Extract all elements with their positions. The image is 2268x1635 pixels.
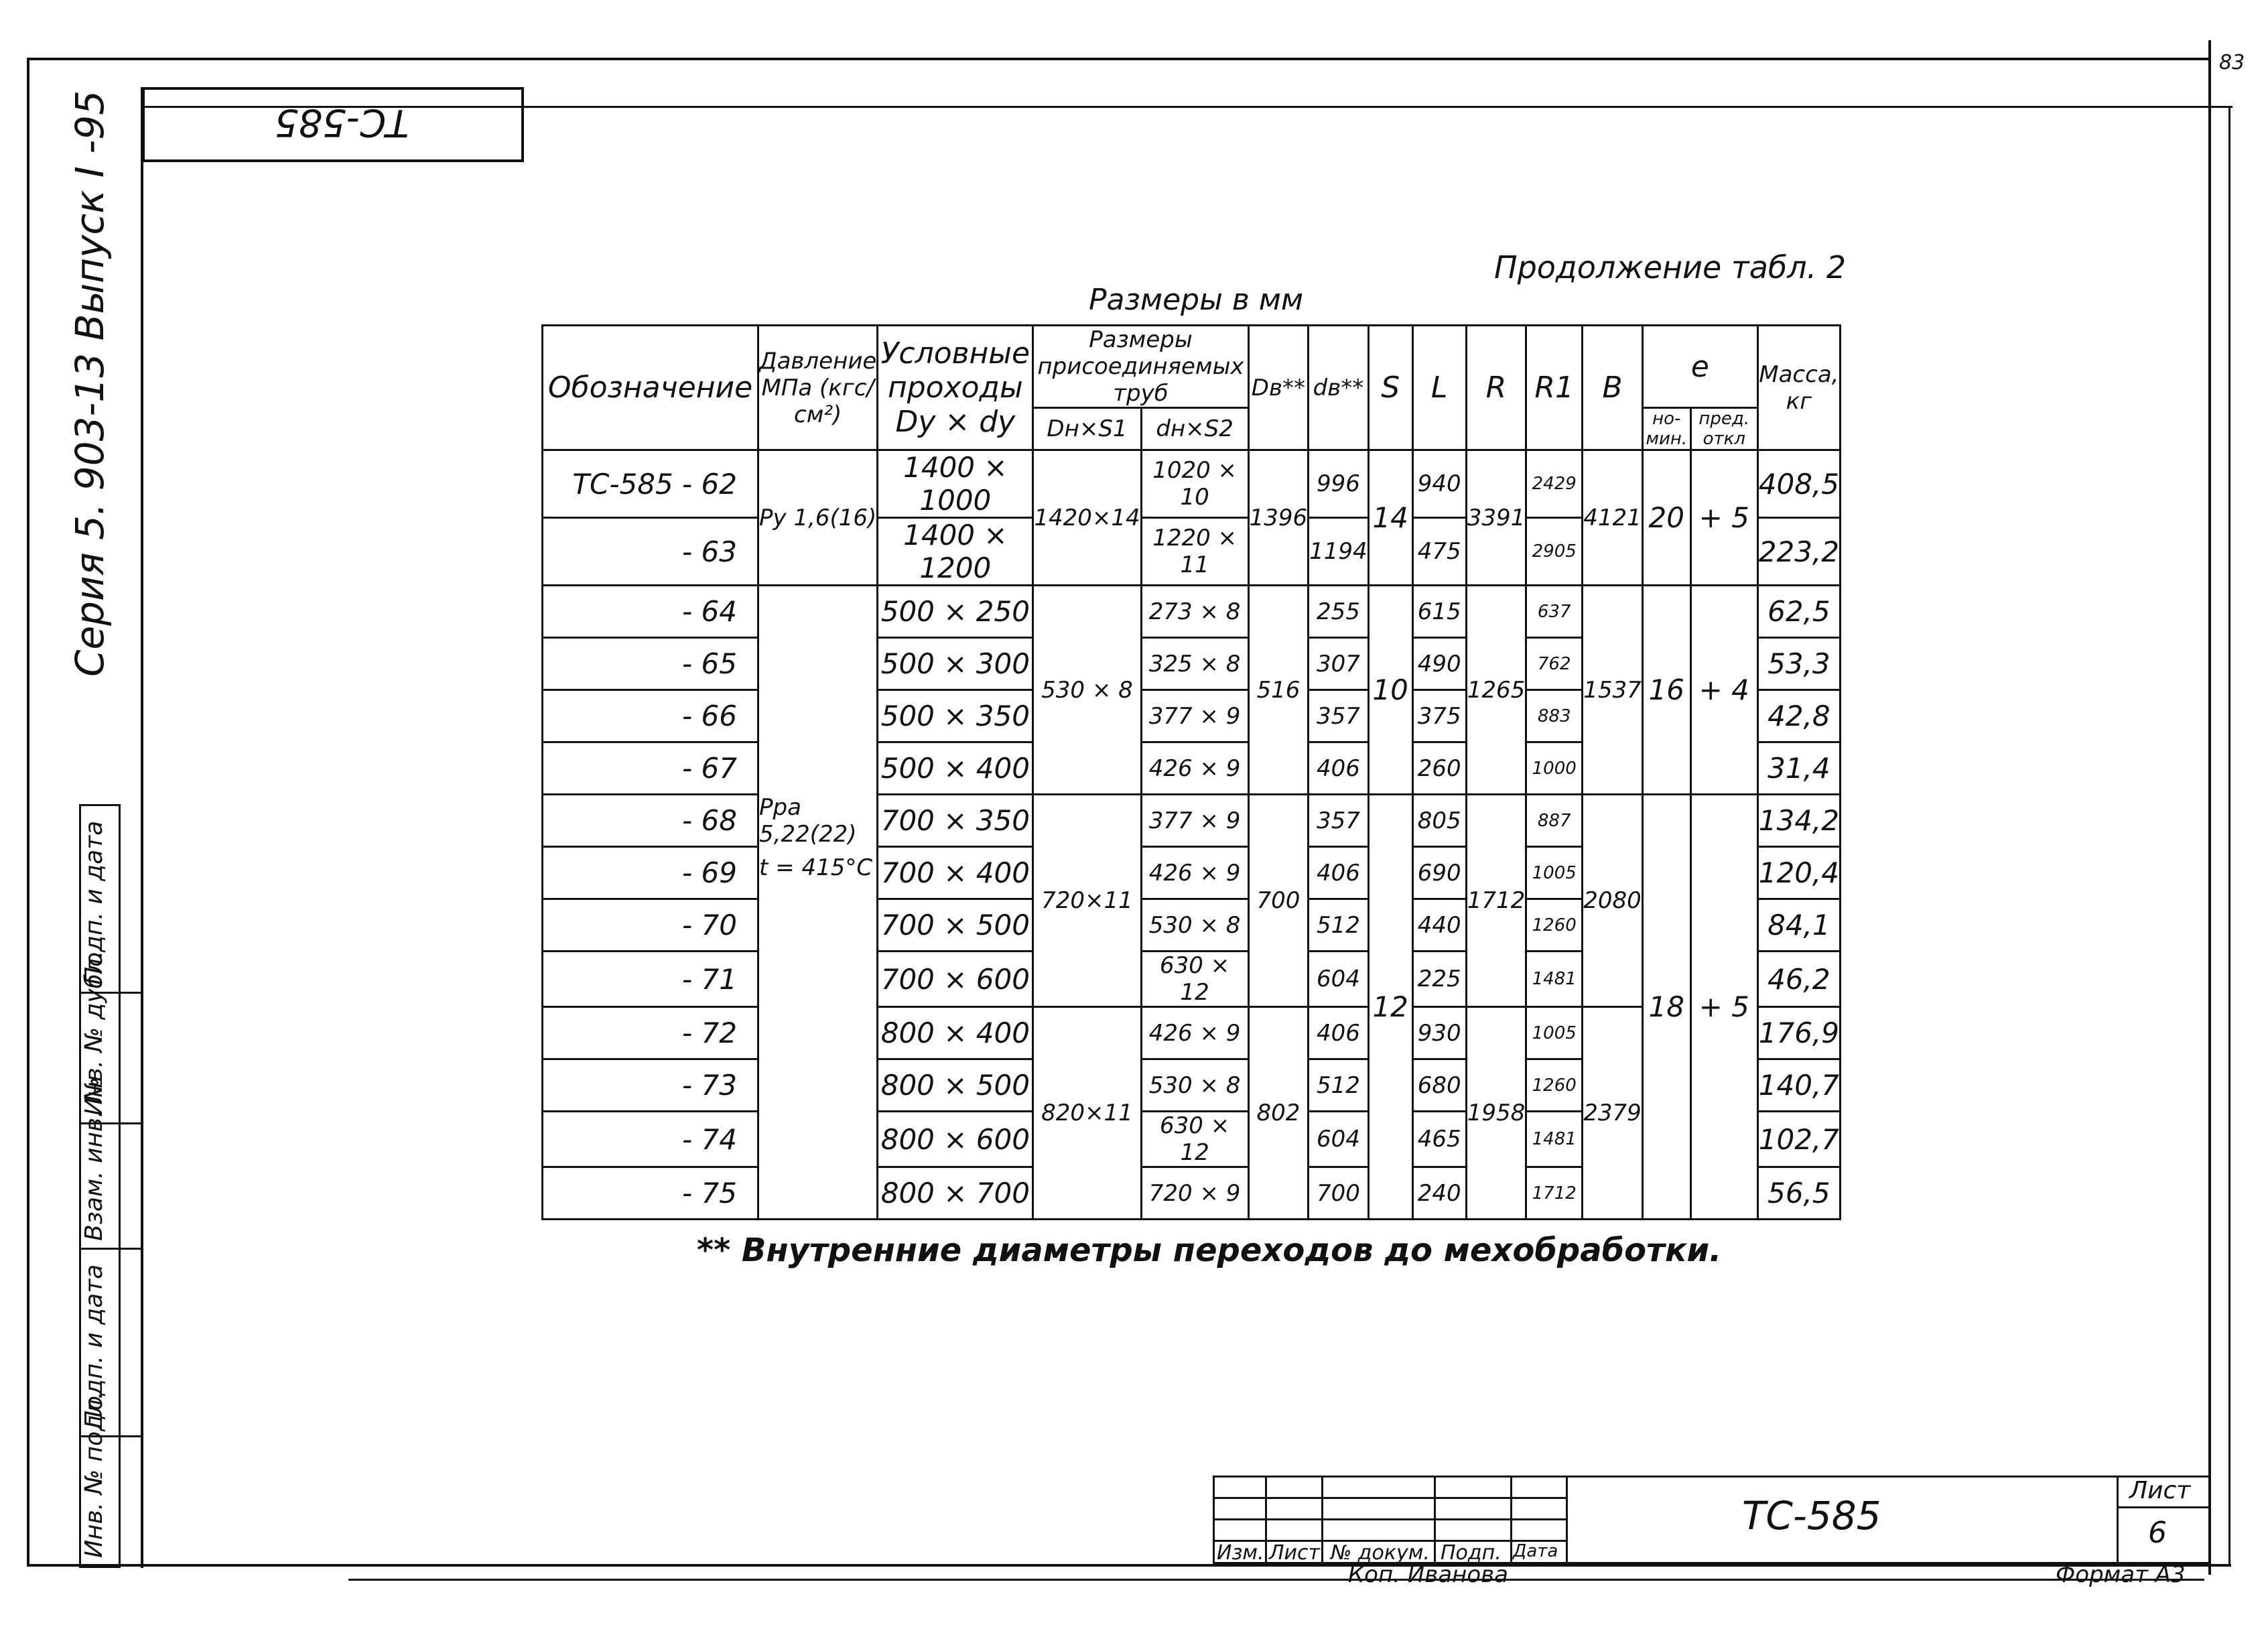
tb-vline-1 (1265, 1476, 1267, 1564)
header-designation: Обозначение (543, 326, 758, 450)
cell-designation: - 66 (543, 690, 758, 742)
cell-db-group-c: 700 (1248, 795, 1309, 1007)
cell-pressure-group-1: Py 1,6(16) (758, 450, 878, 586)
cell-e-nom-group-b: 16 (1642, 586, 1690, 795)
cell-dbs: 996 (1309, 450, 1369, 518)
cell-l: 375 (1412, 690, 1466, 742)
cell-dy: 700 × 600 (878, 952, 1033, 1007)
cell-b-group-c: 2080 (1583, 795, 1643, 1007)
cell-dy: 700 × 400 (878, 847, 1033, 899)
cell-ds2: 630 × 12 (1141, 1112, 1248, 1167)
inner-left-line (141, 87, 143, 1568)
tb-sheet-divider (2117, 1506, 2210, 1508)
cell-db-group-d: 802 (1248, 1007, 1309, 1220)
cell-l: 940 (1412, 450, 1466, 518)
cell-dbs: 255 (1309, 586, 1369, 638)
cell-ds2: 426 × 9 (1141, 847, 1248, 899)
cell-ds2: 325 × 8 (1141, 638, 1248, 690)
table-caption: Продолжение табл. 2 (1494, 249, 1847, 285)
table-row (543, 450, 1841, 518)
cell-dy: 800 × 700 (878, 1167, 1033, 1220)
titleblock-code: ТС-585 (1742, 1493, 1881, 1539)
cell-r1: 1260 (1526, 899, 1583, 952)
cell-ds2: 426 × 9 (1141, 742, 1248, 795)
pressure-value-2: Ppa 5,22(22) (759, 794, 857, 848)
side-label-orig-inv: Инв. № подл. (80, 1391, 108, 1558)
cell-r1: 637 (1526, 586, 1583, 638)
header-r: R (1466, 326, 1526, 450)
cell-mass: 84,1 (1757, 899, 1840, 952)
tb-col-document: № докум. (1331, 1541, 1430, 1565)
cell-l: 475 (1412, 518, 1466, 586)
tb-col-change: Изм. (1217, 1541, 1264, 1565)
tb-col-sheet: Лист (1269, 1541, 1321, 1565)
cell-mass: 53,3 (1757, 638, 1840, 690)
cell-ds2: 377 × 9 (1141, 795, 1248, 847)
cell-db-group-a: 1396 (1248, 450, 1309, 586)
cell-ds2: 720 × 9 (1141, 1167, 1248, 1220)
cell-r1: 1712 (1526, 1167, 1583, 1220)
cell-r1: 1481 (1526, 1112, 1583, 1167)
cell-designation: ТС-585 - 62 (543, 450, 758, 518)
cell-dy: 800 × 600 (878, 1112, 1033, 1167)
cell-l: 240 (1412, 1167, 1466, 1220)
series-label: Серия 5. 903-13 Выпуск I -95 (67, 90, 113, 677)
cell-e-nom-group-a: 20 (1642, 450, 1690, 586)
cell-e-dev-group-b: + 4 (1690, 586, 1757, 795)
cell-dy: 500 × 250 (878, 586, 1033, 638)
cell-r1: 883 (1526, 690, 1583, 742)
inner-right-line (2228, 106, 2230, 1567)
header-r1: R1 (1526, 326, 1583, 450)
cell-designation: - 68 (543, 795, 758, 847)
cell-ds2: 530 × 8 (1141, 1059, 1248, 1112)
cell-designation: - 70 (543, 899, 758, 952)
cell-dy: 1400 × 1200 (878, 518, 1033, 586)
cell-s-group-a: 14 (1368, 450, 1412, 586)
cell-e-dev-group-a: + 5 (1690, 450, 1757, 586)
header-e-deviation: пред. откл (1690, 408, 1757, 450)
paper-format: Формат A3 (2056, 1561, 2186, 1588)
cell-mass: 120,4 (1757, 847, 1840, 899)
cell-ds2: 1020 × 10 (1141, 450, 1248, 518)
header-connected-pipes: Размеры присоединяемых труб (1033, 326, 1248, 408)
cell-l: 440 (1412, 899, 1466, 952)
cell-r1: 1005 (1526, 847, 1583, 899)
cell-db-group-b: 516 (1248, 586, 1309, 795)
cell-r1: 887 (1526, 795, 1583, 847)
header-pressure: Давление МПа (кгс/см²) (758, 326, 878, 450)
cell-dbs: 604 (1309, 952, 1369, 1007)
cell-l: 225 (1412, 952, 1466, 1007)
cell-designation: - 65 (543, 638, 758, 690)
cell-mass: 56,5 (1757, 1167, 1840, 1220)
top-sheet-number: 83 (2219, 51, 2245, 74)
cell-ds1-group-b: 530 × 8 (1033, 586, 1141, 795)
side-label-sign-date-2: Подп. и дата (80, 1264, 108, 1429)
tb-vline-2 (1321, 1476, 1323, 1564)
tb-vline-4 (1510, 1476, 1512, 1564)
cell-s-group-b: 10 (1368, 586, 1412, 795)
cell-dbs: 406 (1309, 742, 1369, 795)
cell-l: 680 (1412, 1059, 1466, 1112)
side-label-sign-date-1: Подп. и дата (80, 820, 108, 985)
cell-mass: 31,4 (1757, 742, 1840, 795)
cell-ds1-group-a: 1420×14 (1033, 450, 1141, 586)
cell-mass: 102,7 (1757, 1112, 1840, 1167)
titleblock-sheet-number: 6 (2148, 1516, 2167, 1550)
cell-dbs: 512 (1309, 1059, 1369, 1112)
cell-mass: 223,2 (1757, 518, 1840, 586)
cell-ds2: 377 × 9 (1141, 690, 1248, 742)
cell-r1: 1260 (1526, 1059, 1583, 1112)
cell-r1: 762 (1526, 638, 1583, 690)
table-row (543, 586, 1841, 638)
bottom-border-line (27, 1564, 2231, 1567)
cell-r-group-a: 3391 (1466, 450, 1526, 586)
cell-designation: - 64 (543, 586, 758, 638)
cell-designation: - 73 (543, 1059, 758, 1112)
cell-dy: 500 × 300 (878, 638, 1033, 690)
cell-ds2: 273 × 8 (1141, 586, 1248, 638)
header-dn-s2: dн×S2 (1141, 408, 1248, 450)
cell-dbs: 1194 (1309, 518, 1369, 586)
cell-dbs: 406 (1309, 1007, 1369, 1059)
tb-col-date: Дата (1513, 1541, 1558, 1561)
cell-designation: - 67 (543, 742, 758, 795)
cell-designation: - 63 (543, 518, 758, 586)
cell-ds2: 426 × 9 (1141, 1007, 1248, 1059)
titleblock-sheet-label: Лист (2129, 1477, 2191, 1504)
cell-mass: 408,5 (1757, 450, 1840, 518)
cell-ds1-group-c: 720×11 (1033, 795, 1141, 1007)
cell-s-group-c: 12 (1368, 795, 1412, 1220)
cell-mass: 140,7 (1757, 1059, 1840, 1112)
cell-r-group-b: 1265 (1466, 586, 1526, 795)
footnote: ** Внутренние диаметры переходов до мехобработки. (697, 1232, 1722, 1269)
header-dn-s1: Dн×S1 (1033, 408, 1141, 450)
header-e: е (1642, 326, 1757, 408)
cell-dy: 700 × 350 (878, 795, 1033, 847)
cell-l: 615 (1412, 586, 1466, 638)
cell-ds2: 530 × 8 (1141, 899, 1248, 952)
cell-b-group-b: 1537 (1583, 586, 1643, 795)
cell-mass: 134,2 (1757, 795, 1840, 847)
cell-r1: 2429 (1526, 450, 1583, 518)
cell-l: 805 (1412, 795, 1466, 847)
cell-l: 490 (1412, 638, 1466, 690)
right-border-line (2208, 40, 2211, 1575)
cell-dbs: 512 (1309, 899, 1369, 952)
cell-dy: 700 × 500 (878, 899, 1033, 952)
cell-l: 690 (1412, 847, 1466, 899)
cell-r-group-d: 1958 (1466, 1007, 1526, 1220)
table-row (543, 795, 1841, 847)
cell-pressure-group-2 (758, 586, 878, 1220)
header-db: Dв** (1248, 326, 1309, 450)
cell-ds2: 1220 × 11 (1141, 518, 1248, 586)
cell-dbs: 307 (1309, 638, 1369, 690)
bottom-outer-line (348, 1579, 2204, 1581)
units-caption: Размеры в мм (1089, 283, 1304, 317)
cell-dy: 1400 × 1000 (878, 450, 1033, 518)
cell-l: 465 (1412, 1112, 1466, 1167)
cell-designation: - 74 (543, 1112, 758, 1167)
cell-dy: 800 × 400 (878, 1007, 1033, 1059)
cell-b-group-d: 2379 (1583, 1007, 1643, 1220)
header-conditional-passes: Условные проходы Dy × dy (878, 326, 1033, 450)
top-stamp-code: ТС-585 (275, 101, 409, 144)
spec-table (541, 324, 1841, 1220)
header-dbs: dв** (1309, 326, 1369, 450)
cell-designation: - 75 (543, 1167, 758, 1220)
cell-b-group-a: 4121 (1583, 450, 1643, 586)
header-mass: Масса, кг (1757, 326, 1840, 450)
header-l: L (1412, 326, 1466, 450)
cell-dy: 500 × 400 (878, 742, 1033, 795)
side-label-dup-inv: Инв. № дубл. (80, 950, 108, 1116)
cell-ds2: 630 × 12 (1141, 952, 1248, 1007)
header-e-nominal: но-мин. (1642, 408, 1690, 450)
cell-mass: 42,8 (1757, 690, 1840, 742)
cell-mass: 46,2 (1757, 952, 1840, 1007)
cell-designation: - 71 (543, 952, 758, 1007)
cell-l: 930 (1412, 1007, 1466, 1059)
cell-e-dev-group-c: + 5 (1690, 795, 1757, 1220)
tb-vline-3 (1434, 1476, 1436, 1564)
cell-mass: 62,5 (1757, 586, 1840, 638)
cell-dy: 800 × 500 (878, 1059, 1033, 1112)
cell-r1: 1481 (1526, 952, 1583, 1007)
cell-r1: 2905 (1526, 518, 1583, 586)
cell-r1: 1000 (1526, 742, 1583, 795)
cell-dbs: 406 (1309, 847, 1369, 899)
cell-dbs: 357 (1309, 690, 1369, 742)
cell-dbs: 604 (1309, 1112, 1369, 1167)
left-outer-line (27, 58, 29, 1565)
cell-dbs: 357 (1309, 795, 1369, 847)
header-b: В (1583, 326, 1643, 450)
tb-col-signature: Подп. (1441, 1541, 1502, 1565)
copied-by: Коп. Иванова (1348, 1561, 1508, 1588)
cell-e-nom-group-c: 18 (1642, 795, 1690, 1220)
side-divider-3 (79, 1248, 142, 1250)
temperature-value: t = 415°C (759, 854, 873, 881)
top-border-line (27, 58, 2211, 60)
cell-designation: - 72 (543, 1007, 758, 1059)
cell-r1: 1005 (1526, 1007, 1583, 1059)
cell-mass: 176,9 (1757, 1007, 1840, 1059)
cell-designation: - 69 (543, 847, 758, 899)
cell-r-group-c: 1712 (1466, 795, 1526, 1007)
cell-dy: 500 × 350 (878, 690, 1033, 742)
cell-dbs: 700 (1309, 1167, 1369, 1220)
cell-l: 260 (1412, 742, 1466, 795)
header-s: S (1368, 326, 1412, 450)
side-label-replace-inv: Взам. инв. № (80, 1077, 108, 1241)
cell-ds1-group-d: 820×11 (1033, 1007, 1141, 1220)
